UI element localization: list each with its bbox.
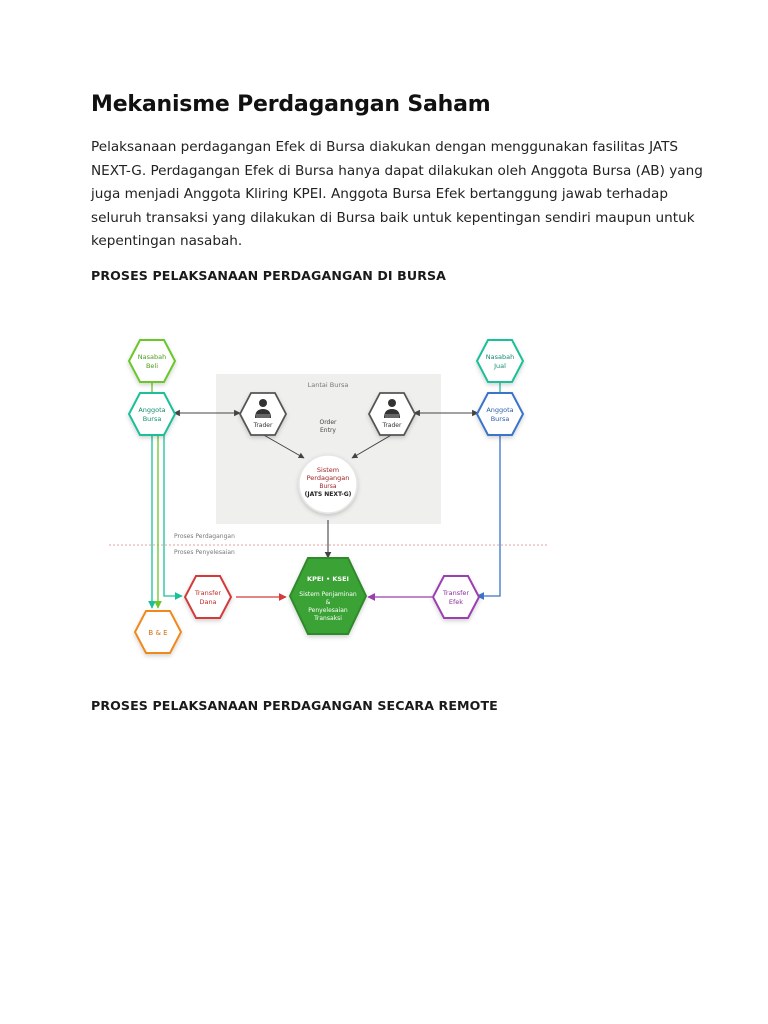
kpei-label: Sistem Penjaminan: [299, 591, 357, 598]
proses-perdagangan-label: Proses Perdagangan: [174, 533, 235, 540]
section-heading-bursa: PROSES PELAKSANAAN PERDAGANGAN DI BURSA: [91, 268, 447, 283]
anggota-bursa-left-label: Bursa: [142, 415, 162, 423]
sistem-label: Bursa: [319, 483, 337, 490]
trader-left-node: [240, 393, 286, 435]
anggota-bursa-right-node: [477, 393, 523, 435]
trader-right-label: Trader: [382, 422, 402, 429]
transfer-dana-node: [185, 576, 231, 618]
order-entry-label: Entry: [320, 427, 336, 434]
kpei-label: KPEI • KSEI: [307, 575, 349, 583]
anggota-bursa-left-node: [129, 393, 175, 435]
nasabah-jual-label: Jual: [494, 362, 506, 370]
transfer-efek-node: [433, 576, 479, 618]
bank-label: B & E: [148, 629, 168, 637]
proses-penyelesaian-label: Proses Penyelesaian: [174, 549, 235, 556]
sistem-perdagangan-node: [299, 455, 357, 513]
transfer-efek-label: Transfer: [442, 589, 470, 597]
transfer-dana-label: Dana: [199, 598, 217, 606]
nasabah-jual-label: Nasabah: [485, 353, 515, 361]
lantai-bursa-label: Lantai Bursa: [307, 381, 349, 389]
anggota-bursa-right-label: Bursa: [490, 415, 510, 423]
nasabah-beli-node: [129, 340, 175, 382]
connector-anggota-transfer-efek: [477, 434, 500, 596]
kpei-label: &: [325, 599, 331, 606]
kpei-label: Transaksi: [314, 615, 342, 622]
sistem-label: (JATS NEXT-G): [304, 491, 352, 498]
trading-process-diagram: [104, 330, 556, 665]
paragraph-line: kepentingan nasabah.: [91, 233, 243, 249]
kpei-ksei-node: [290, 558, 366, 634]
trader-right-node: [369, 393, 415, 435]
paragraph-line: Pelaksanaan perdagangan Efek di Bursa diakukan dengan menggunakan fasilitas JATS: [91, 139, 679, 155]
trader-left-label: Trader: [253, 422, 273, 429]
section-heading-remote: PROSES PELAKSANAAN PERDAGANGAN SECARA REMOTE: [91, 698, 498, 713]
anggota-bursa-right-label: Anggota: [486, 406, 514, 414]
paragraph-line: juga menjadi Anggota Kliring KPEI. Anggota Bursa Efek bertanggung jawab terhadap: [91, 186, 668, 202]
order-entry-label: Order: [319, 419, 337, 426]
page-title: Mekanisme Perdagangan Saham: [91, 92, 491, 117]
sistem-label: Perdagangan: [306, 474, 350, 482]
anggota-bursa-left-label: Anggota: [138, 406, 166, 414]
paragraph-line: seluruh transaksi yang dilakukan di Bursa baik untuk kepentingan sendiri maupun untuk: [91, 209, 695, 226]
nasabah-jual-node: [477, 340, 523, 382]
intro-paragraph: [91, 136, 703, 254]
nasabah-beli-label: Beli: [145, 362, 159, 370]
connector-to-transfer-dana: [164, 434, 182, 596]
sistem-label: Sistem: [316, 466, 340, 474]
nasabah-beli-label: Nasabah: [137, 353, 167, 361]
transfer-efek-label: Efek: [448, 598, 464, 606]
paragraph-line: NEXT-G. Perdagangan Efek di Bursa hanya dapat dilakukan oleh Anggota Bursa (AB) yang: [91, 162, 703, 179]
transfer-dana-label: Transfer: [194, 589, 222, 597]
bank-node: [135, 611, 181, 653]
kpei-label: Penyelesaian: [308, 607, 348, 614]
